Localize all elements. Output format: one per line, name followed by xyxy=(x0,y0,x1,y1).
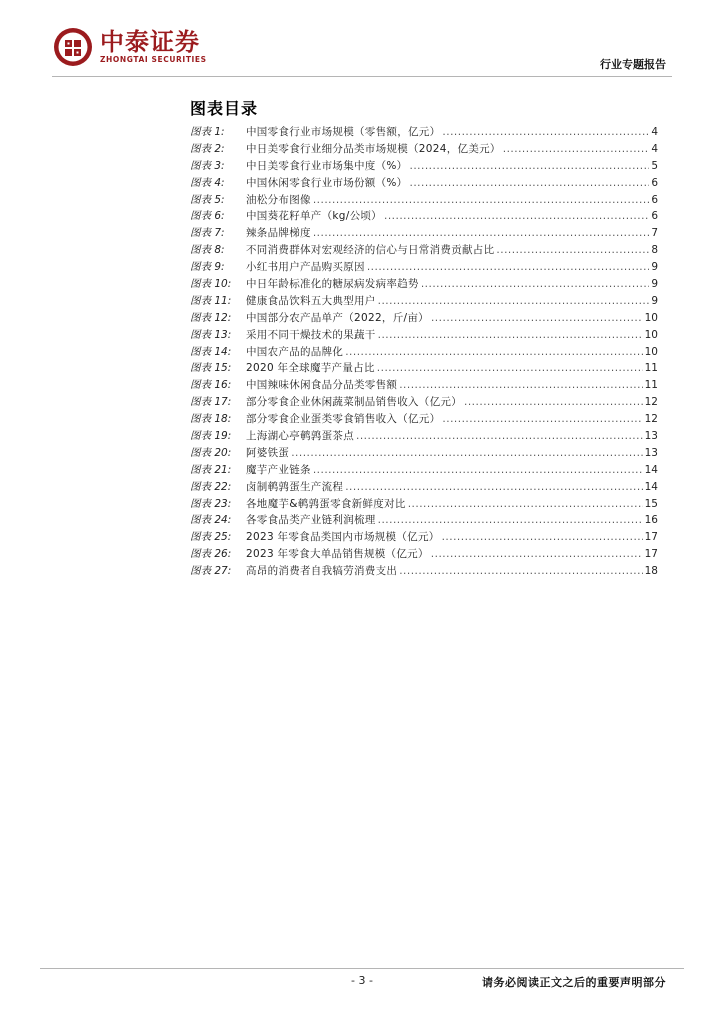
zhongtai-logo-icon xyxy=(52,26,94,68)
toc-entry-label: 图表 22: xyxy=(190,480,232,493)
toc-entry-label: 图表 18: xyxy=(190,413,232,426)
toc-entry-label: 图表 4: xyxy=(190,176,225,189)
toc-entry[interactable] xyxy=(190,563,658,580)
toc-entry[interactable] xyxy=(190,529,658,546)
report-type-label: 行业专题报告 xyxy=(600,58,666,71)
toc-entry-label: 图表 14: xyxy=(190,345,232,358)
toc-entry-page: 10 xyxy=(644,328,658,341)
toc-entry[interactable] xyxy=(190,158,658,175)
toc-entry-label: 图表 24: xyxy=(190,514,232,527)
page-number: - 3 - xyxy=(351,974,373,987)
toc-entry-page: 12 xyxy=(644,396,658,409)
toc-dot-leader xyxy=(442,411,642,428)
toc-entry-title: 2020 年全球魔芋产量占比 xyxy=(246,362,375,375)
toc-entry[interactable] xyxy=(190,276,658,293)
toc-entry-title: 部分零食企业休闲蔬菜制品销售收入（亿元） xyxy=(246,396,462,409)
toc-entry-page: 17 xyxy=(644,531,658,544)
toc-entry-title: 小红书用户产品购买原因 xyxy=(246,261,365,274)
toc-entry[interactable] xyxy=(190,428,658,445)
toc-entry-label: 图表 13: xyxy=(190,328,232,341)
toc-entry[interactable] xyxy=(190,344,658,361)
toc-entry[interactable] xyxy=(190,377,658,394)
toc-entry-label: 图表 21: xyxy=(190,463,232,476)
toc-entry-title: 不同消费群体对宏观经济的信心与日常消费贡献占比 xyxy=(246,244,495,257)
toc-entry[interactable] xyxy=(190,327,658,344)
toc-dot-leader xyxy=(313,225,650,242)
toc-entry[interactable] xyxy=(190,293,658,310)
toc-entry-page: 6 xyxy=(651,176,658,189)
toc-entry-page: 9 xyxy=(651,278,658,291)
toc-entry-title: 2023 年零食品类国内市场规模（亿元） xyxy=(246,531,440,544)
toc-dot-leader xyxy=(431,310,643,327)
figure-table-of-contents xyxy=(190,124,658,580)
toc-entry[interactable] xyxy=(190,512,658,529)
toc-entry-title: 各零食品类产业链利润梳理 xyxy=(246,514,376,527)
toc-entry-label: 图表 26: xyxy=(190,548,232,561)
toc-entry-page: 4 xyxy=(651,142,658,155)
toc-entry-label: 图表 6: xyxy=(190,210,225,223)
toc-dot-leader xyxy=(442,529,643,546)
toc-entry[interactable] xyxy=(190,479,658,496)
toc-entry-title: 中国农产品的品牌化 xyxy=(246,345,344,358)
toc-entry[interactable] xyxy=(190,192,658,209)
toc-entry[interactable] xyxy=(190,175,658,192)
toc-entry-title: 油松分布图像 xyxy=(246,193,311,206)
toc-entry-label: 图表 2: xyxy=(190,142,225,155)
toc-entry-title: 中日美零食行业市场集中度（%） xyxy=(246,159,408,172)
toc-entry-title: 中日美零食行业细分品类市场规模（2024，亿美元） xyxy=(246,142,501,155)
toc-entry-label: 图表 11: xyxy=(190,294,232,307)
toc-entry-page: 14 xyxy=(644,480,658,493)
toc-entry-title: 高昂的消费者自我犒劳消费支出 xyxy=(246,565,398,578)
toc-dot-leader xyxy=(345,344,642,361)
toc-entry[interactable] xyxy=(190,445,658,462)
toc-entry[interactable] xyxy=(190,360,658,377)
toc-entry[interactable] xyxy=(190,462,658,479)
toc-dot-leader xyxy=(313,462,643,479)
toc-entry-label: 图表 3: xyxy=(190,159,225,172)
toc-entry-label: 图表 25: xyxy=(190,531,232,544)
toc-entry-label: 图表 1: xyxy=(190,126,225,138)
toc-entry-page: 5 xyxy=(651,159,658,172)
logo-chinese-name: 中泰证券 xyxy=(100,28,200,56)
toc-entry-label: 图表 19: xyxy=(190,430,232,443)
toc-entry-label: 图表 7: xyxy=(190,227,225,240)
toc-dot-leader xyxy=(384,208,649,225)
footer-disclaimer: 请务必阅读正文之后的重要声明部分 xyxy=(482,976,666,989)
toc-entry[interactable] xyxy=(190,259,658,276)
logo-english-name: ZHONGTAI SECURITIES xyxy=(100,55,207,64)
toc-dot-leader xyxy=(378,512,643,529)
toc-entry-label: 图表 27: xyxy=(190,565,232,578)
toc-entry-page: 13 xyxy=(644,446,658,459)
toc-entry-page: 11 xyxy=(644,362,658,375)
company-logo xyxy=(52,26,207,68)
toc-dot-leader xyxy=(421,276,650,293)
toc-entry-page: 14 xyxy=(644,463,658,476)
toc-entry-page: 15 xyxy=(644,497,658,510)
toc-dot-leader xyxy=(313,192,650,209)
toc-entry-label: 图表 23: xyxy=(190,497,232,510)
toc-entry-title: 中国部分农产品单产（2022，斤/亩） xyxy=(246,311,429,324)
toc-entry-page: 13 xyxy=(644,430,658,443)
toc-entry-page: 7 xyxy=(651,227,658,240)
toc-dot-leader xyxy=(408,496,643,513)
toc-entry-page: 6 xyxy=(651,193,658,206)
footer-divider xyxy=(40,968,684,969)
toc-entry[interactable] xyxy=(190,310,658,327)
toc-entry[interactable] xyxy=(190,208,658,225)
toc-dot-leader xyxy=(464,394,643,411)
toc-entry-page: 9 xyxy=(651,261,658,274)
toc-dot-leader xyxy=(442,124,649,141)
toc-entry-label: 图表 15: xyxy=(190,362,232,375)
toc-entry[interactable] xyxy=(190,496,658,513)
toc-dot-leader xyxy=(409,158,649,175)
toc-entry-title: 部分零食企业蛋类零食销售收入（亿元） xyxy=(246,413,441,426)
toc-entry-label: 图表 10: xyxy=(190,278,232,291)
toc-entry-page: 8 xyxy=(651,244,658,257)
toc-entry-title: 健康食品饮料五大典型用户 xyxy=(246,294,376,307)
toc-entry[interactable] xyxy=(190,546,658,563)
toc-entry[interactable] xyxy=(190,124,658,141)
toc-entry-title: 上海湖心亭鹌鹑蛋茶点 xyxy=(246,430,354,443)
toc-entry-label: 图表 8: xyxy=(190,244,225,257)
toc-dot-leader xyxy=(503,141,650,158)
toc-entry-label: 图表 5: xyxy=(190,193,225,206)
toc-entry-title: 中国零食行业市场规模（零售额，亿元） xyxy=(246,126,441,138)
toc-entry-title: 卤制鹌鹑蛋生产流程 xyxy=(246,480,344,493)
toc-dot-leader xyxy=(378,293,650,310)
toc-entry[interactable] xyxy=(190,141,658,158)
toc-dot-leader xyxy=(356,428,643,445)
toc-entry-page: 4 xyxy=(651,126,658,138)
toc-entry-label: 图表 17: xyxy=(190,396,232,409)
toc-entry[interactable] xyxy=(190,411,658,428)
toc-entry[interactable] xyxy=(190,225,658,242)
toc-entry-page: 10 xyxy=(644,311,658,324)
toc-dot-leader xyxy=(378,327,643,344)
toc-entry-title: 中日年龄标准化的糖尿病发病率趋势 xyxy=(246,278,419,291)
header-divider xyxy=(52,76,672,77)
toc-dot-leader xyxy=(496,242,649,259)
toc-dot-leader xyxy=(399,377,642,394)
toc-entry-page: 12 xyxy=(644,413,658,426)
toc-entry-title: 采用不同干燥技术的果蔬干 xyxy=(246,328,376,341)
toc-entry-title: 2023 年零食大单品销售规模（亿元） xyxy=(246,548,429,561)
toc-entry-label: 图表 16: xyxy=(190,379,232,392)
toc-entry[interactable] xyxy=(190,242,658,259)
toc-entry-label: 图表 12: xyxy=(190,311,232,324)
toc-dot-leader xyxy=(367,259,650,276)
toc-entry-page: 6 xyxy=(651,210,658,223)
toc-dot-leader xyxy=(431,546,643,563)
toc-entry-page: 17 xyxy=(644,548,658,561)
toc-dot-leader xyxy=(345,479,642,496)
toc-entry-page: 18 xyxy=(644,565,658,578)
toc-entry-page: 10 xyxy=(644,345,658,358)
toc-entry-page: 16 xyxy=(644,514,658,527)
toc-dot-leader xyxy=(399,563,642,580)
toc-entry-title: 中国葵花籽单产（kg/公顷） xyxy=(246,210,382,223)
toc-entry-page: 9 xyxy=(651,294,658,307)
toc-entry-title: 各地魔芋&鹌鹑蛋零食新鲜度对比 xyxy=(246,497,406,510)
toc-entry-page: 11 xyxy=(644,379,658,392)
toc-entry-title: 中国辣味休闲食品分品类零售额 xyxy=(246,379,398,392)
toc-entry-title: 阿婆铁蛋 xyxy=(246,446,290,459)
toc-title: 图表目录 xyxy=(190,99,259,118)
toc-entry[interactable] xyxy=(190,394,658,411)
toc-entry-title: 魔芋产业链条 xyxy=(246,463,311,476)
toc-dot-leader xyxy=(377,360,643,377)
toc-entry-title: 中国休闲零食行业市场份额（%） xyxy=(246,176,408,189)
toc-entry-title: 辣条品牌梯度 xyxy=(246,227,311,240)
toc-dot-leader xyxy=(409,175,649,192)
toc-entry-label: 图表 9: xyxy=(190,261,225,274)
toc-dot-leader xyxy=(291,445,642,462)
toc-entry-label: 图表 20: xyxy=(190,446,232,459)
